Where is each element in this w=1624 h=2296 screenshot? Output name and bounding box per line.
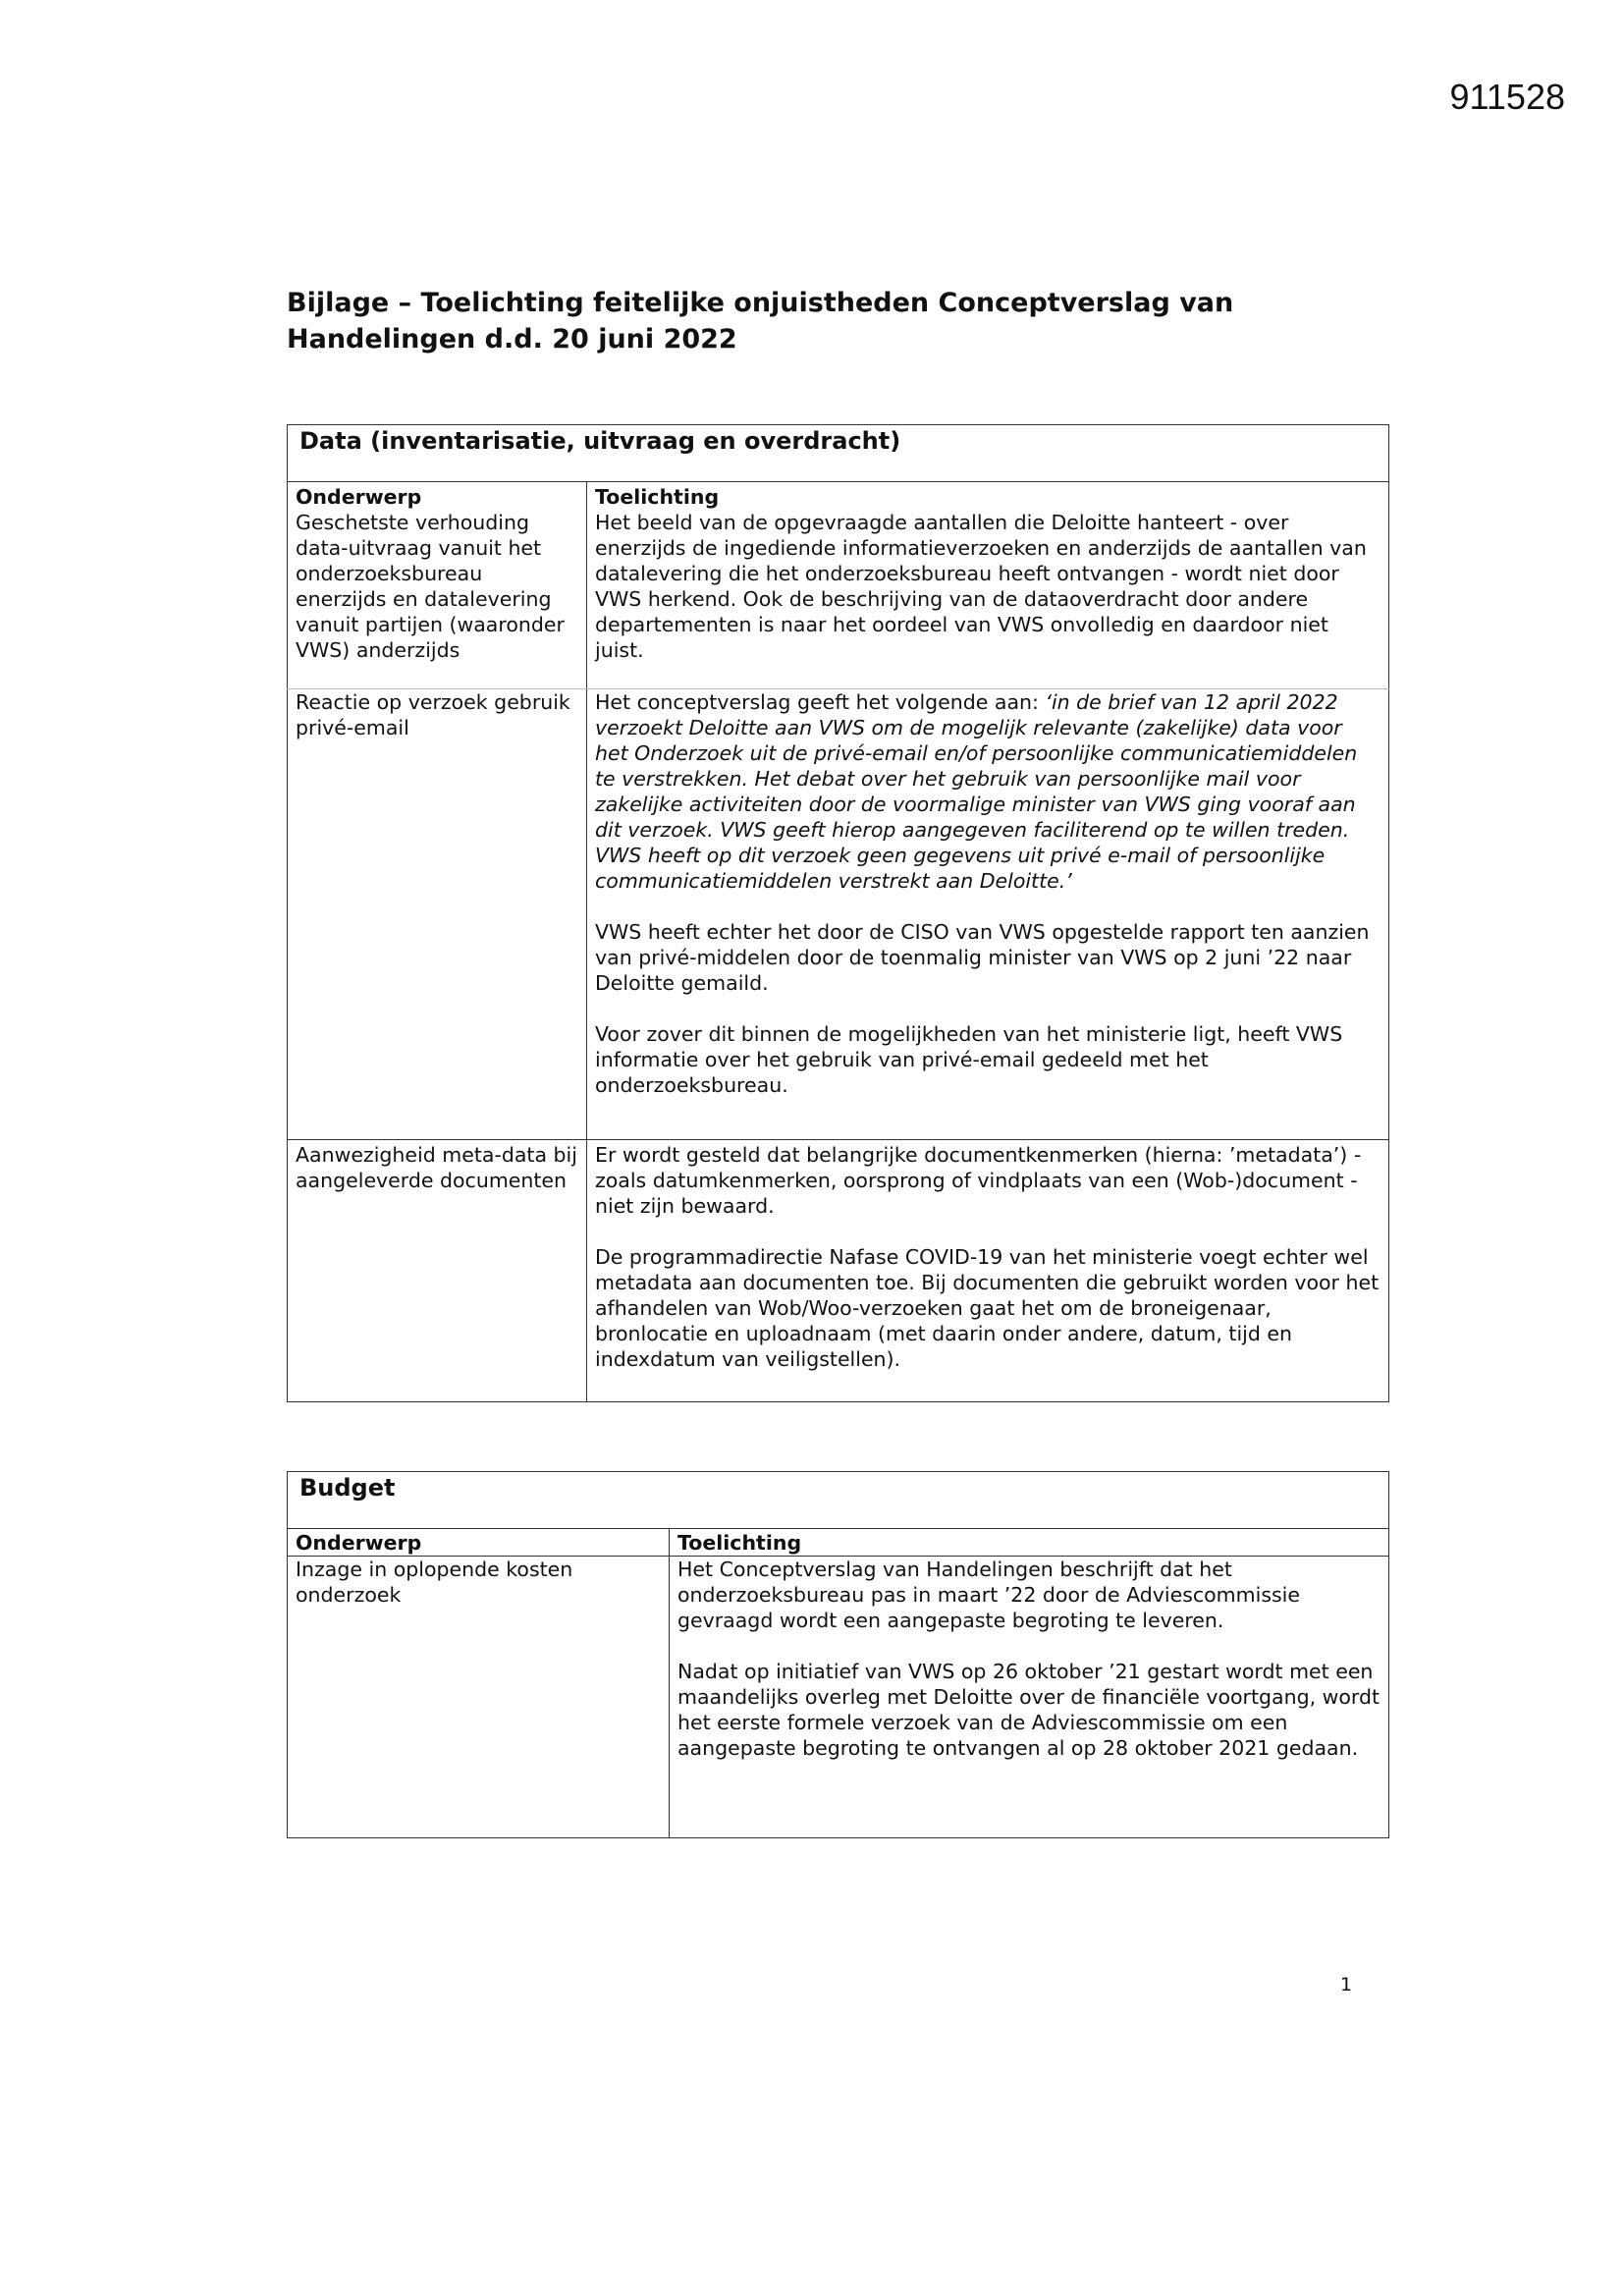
document-title xyxy=(287,285,1386,357)
table-row xyxy=(288,1557,1389,1838)
column-header-subject: Onderwerp xyxy=(288,1529,670,1557)
table-cell-subject xyxy=(288,482,587,689)
row-explanation-paragraph: Het beeld van de opgevraagde aantallen die Deloitte hanteert - over enerzijds de ingediende informatieverzoeken en anderzijds de aantallen van datalevering die het onderzoeksbureau heeft ontvangen - wordt niet door VWS herkend. Ook de beschrijving van de dataoverdracht door andere departementen is naar het oordeel van VWS onvolledig en daardoor niet juist. xyxy=(595,511,1367,662)
row-subject: Aanwezigheid meta-data bij aangeleverde documenten xyxy=(296,1143,577,1192)
row-explanation-paragraph xyxy=(595,689,1380,894)
budget-table-heading: Budget xyxy=(288,1472,1389,1529)
row-explanation-paragraph: Het Conceptverslag van Handelingen beschrijft dat het onderzoeksbureau pas in maart ’22 door de Adviescommissie gevraagd wordt een aangepaste begroting te leveren. xyxy=(677,1558,1300,1632)
row-subject: Inzage in oplopende kosten onderzoek xyxy=(296,1558,573,1607)
page-number: 1 xyxy=(1340,1974,1353,1995)
row-subject: Reactie op verzoek gebruik privé-email xyxy=(296,690,570,739)
table-cell-subject xyxy=(288,689,587,1140)
data-table-heading: Data (inventarisatie, uitvraag en overdracht) xyxy=(288,425,1389,482)
table-cell-explanation xyxy=(587,482,1389,689)
row-explanation-paragraph: Voor zover dit binnen de mogelijkheden van het ministerie ligt, heeft VWS informatie over het gebruik van privé-email gedeeld met het onderzoeksbureau. xyxy=(595,1022,1343,1097)
row-explanation-paragraph: Nadat op initiatief van VWS op 26 oktober ’21 gestart wordt met een maandelijks overleg met Deloitte over de financiële voortgang, wordt het eerste formele verzoek van de Adviescommissie om een aangepaste begroting te ontvangen al op 28 oktober 2021 gedaan. xyxy=(677,1660,1380,1760)
data-table xyxy=(287,424,1389,1402)
quote-text: ‘in de brief van 12 april 2022 verzoekt Deloitte aan VWS om de mogelijk relevante (zakelijke) data voor het Onderzoek uit de privé-email en/of persoonlijke communicatiemiddelen te verstrekken. Het debat over het gebruik van persoonlijke mail voor zakelijke activiteiten door de voormalige minister van VWS ging vooraf aan dit verzoek. VWS geeft hierop aangegeven faciliterend op te willen treden. VWS heeft op dit verzoek geen gegevens uit privé e-mail of persoonlijke communicatiemiddelen verstrekt aan Deloitte.’ xyxy=(595,690,1358,893)
row-explanation-paragraph: De programmadirectie Nafase COVID-19 van het ministerie voegt echter wel metadata aan documenten toe. Bij documenten die gebruikt worden voor het afhandelen van Wob/Woo-verzoeken gaat het om de broneigenaar, bronlocatie en uploadnaam (met daarin onder andere, datum, tijd en indexdatum van veiligstellen). xyxy=(595,1245,1380,1371)
document-title-line-2: Handelingen d.d. 20 juni 2022 xyxy=(287,324,737,355)
column-header-subject: Onderwerp xyxy=(296,485,422,509)
row-subject: Geschetste verhouding data-uitvraag vanuit het onderzoeksbureau enerzijds en datalevering vanuit partijen (waaronder VWS) anderzijds xyxy=(296,511,565,662)
column-header-explanation: Toelichting xyxy=(595,485,720,509)
table-cell-explanation xyxy=(670,1557,1389,1838)
column-header-explanation: Toelichting xyxy=(670,1529,1389,1557)
table-cell-subject xyxy=(288,1140,587,1402)
row-explanation-paragraph: Er wordt gesteld dat belangrijke documentkenmerken (hierna: ’metadata’) - zoals datumkenmerken, oorsprong of vindplaats van een (Wob-)document - niet zijn bewaard. xyxy=(595,1143,1362,1218)
quote-intro: Het conceptverslag geeft het volgende aan: xyxy=(595,690,1046,714)
table-cell-explanation xyxy=(587,689,1389,1140)
row-explanation-paragraph: VWS heeft echter het door de CISO van VWS opgestelde rapport ten aanzien van privé-middelen door de toenmalig minister van VWS op 2 juni ’22 naar Deloitte gemaild. xyxy=(595,920,1370,995)
table-row xyxy=(288,1140,1389,1402)
document-title-line-1: Bijlage – Toelichting feitelijke onjuistheden Conceptverslag van xyxy=(287,288,1234,318)
document-number: 911528 xyxy=(1449,77,1565,117)
table-cell-explanation xyxy=(587,1140,1389,1402)
budget-table xyxy=(287,1471,1389,1838)
table-row xyxy=(288,689,1389,1140)
table-cell-subject xyxy=(288,1557,670,1838)
